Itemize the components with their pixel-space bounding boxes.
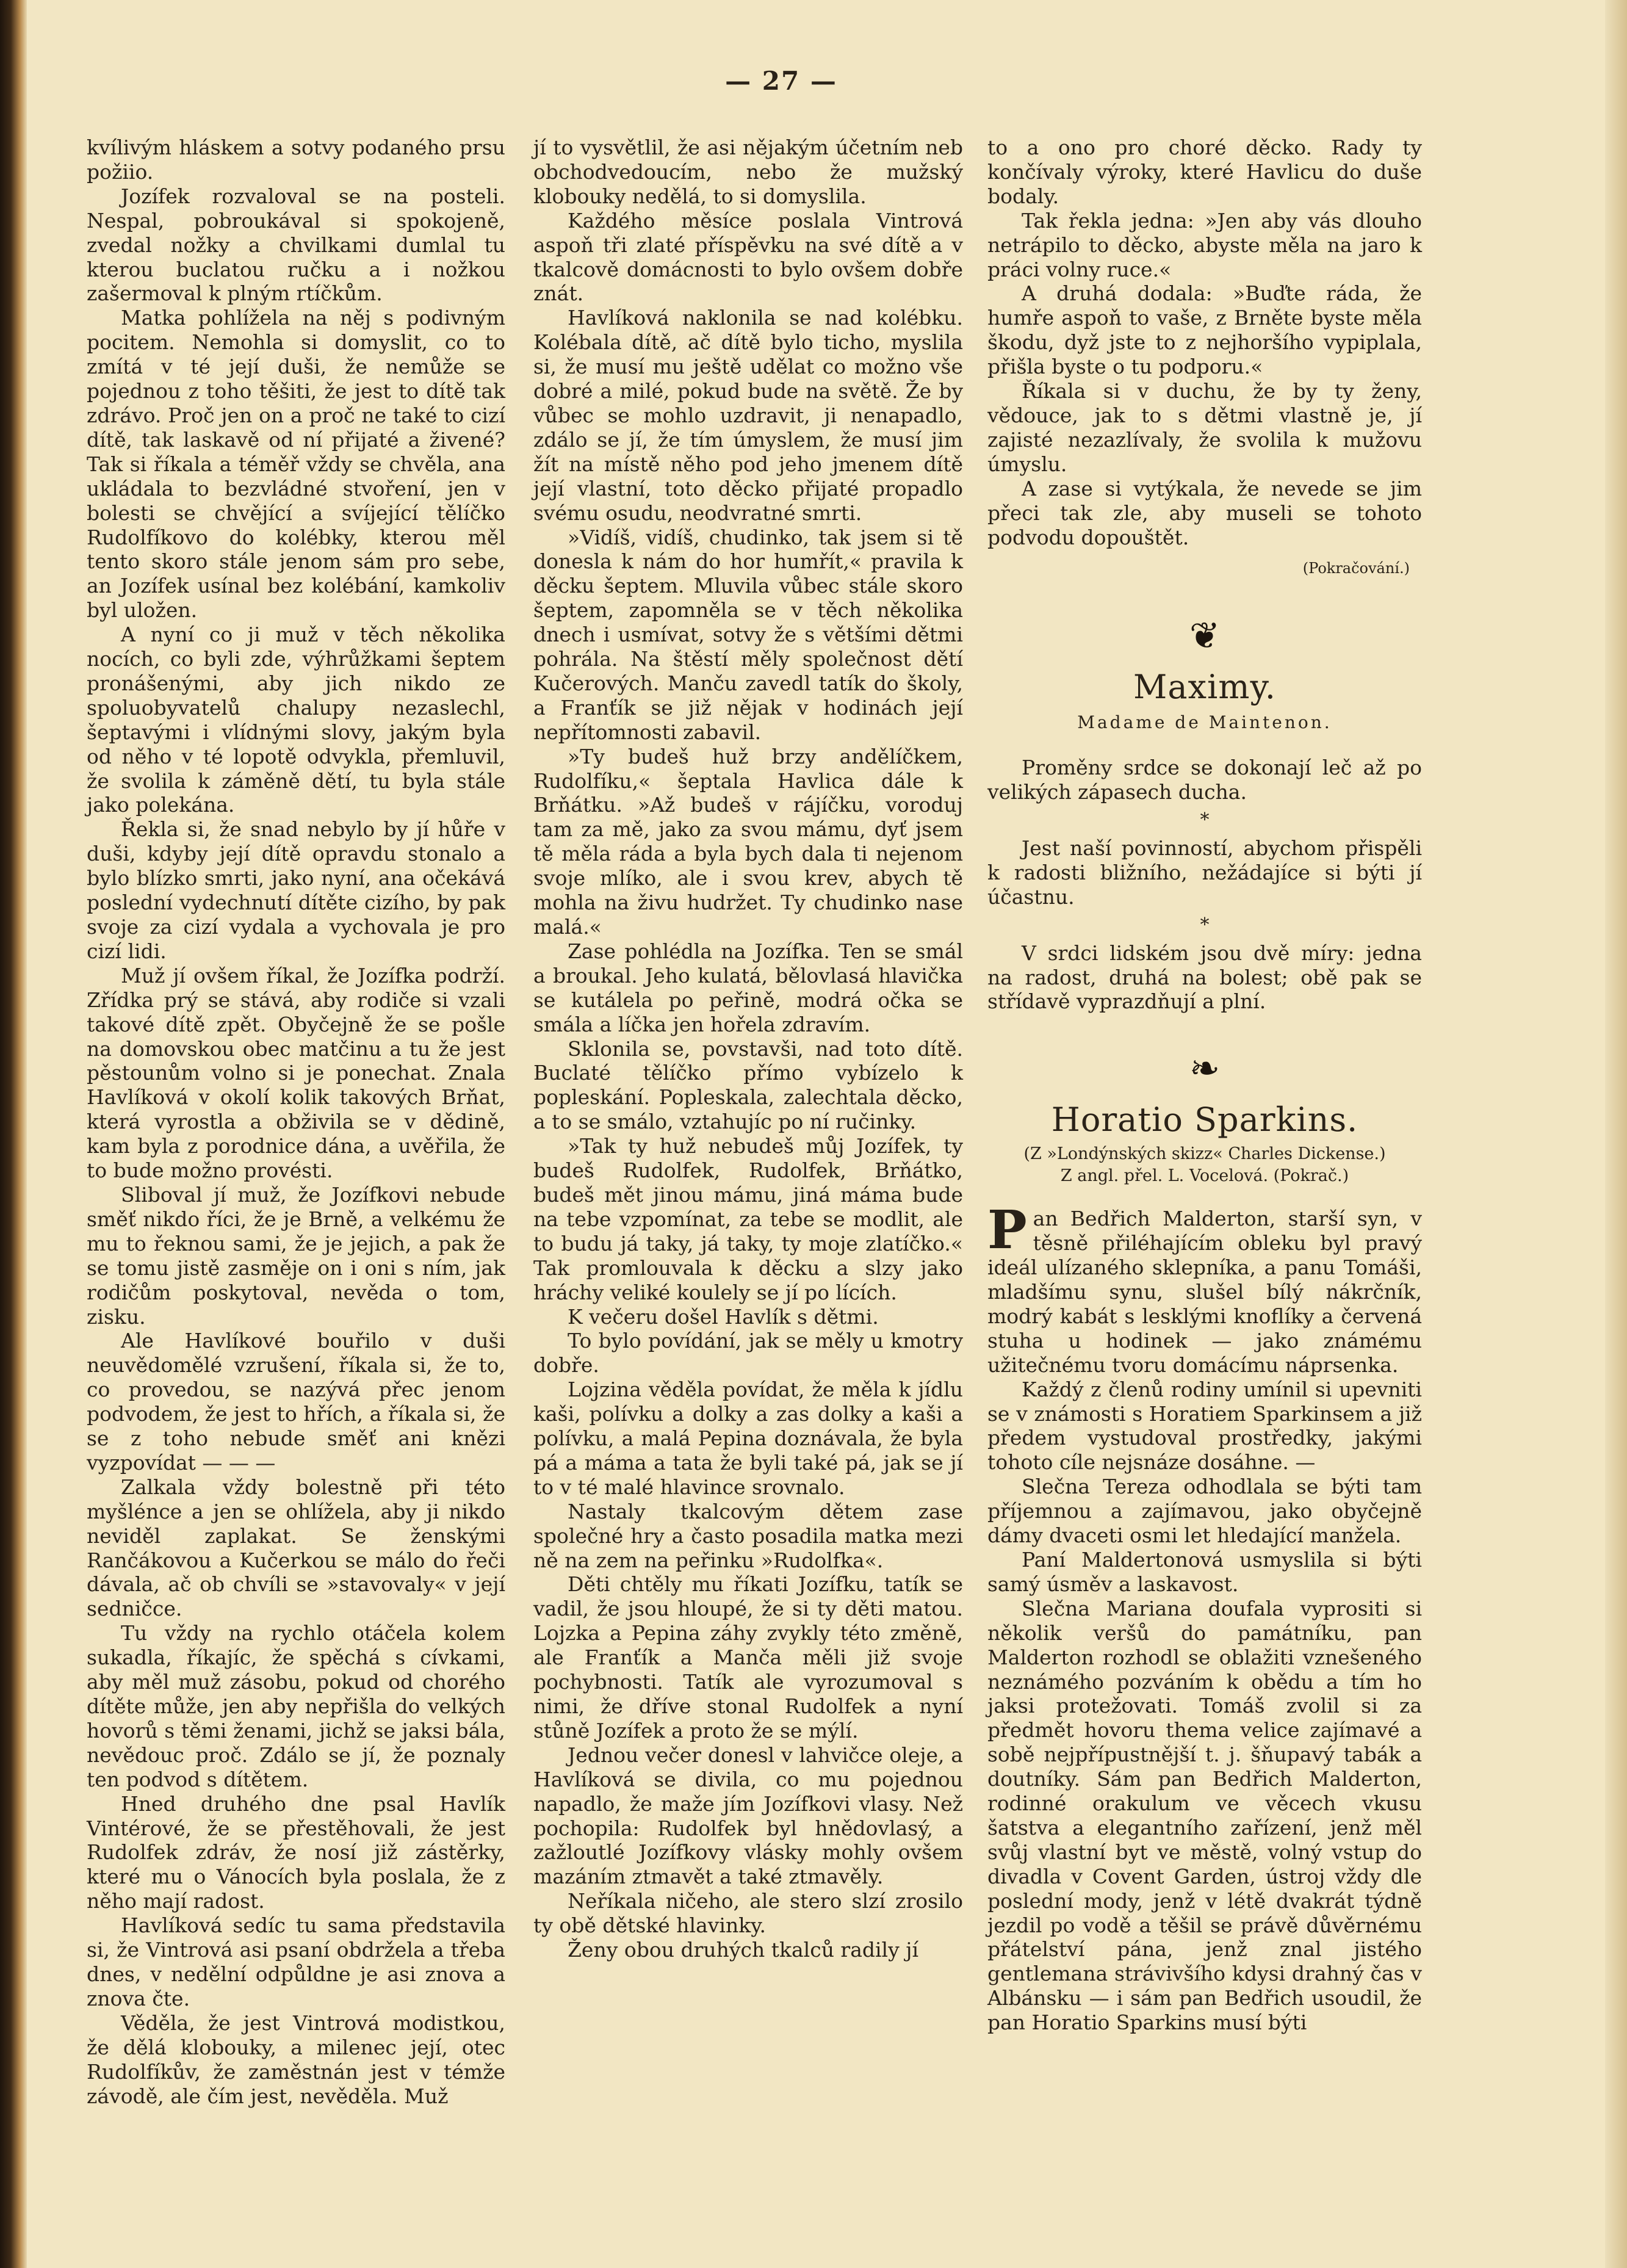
paragraph: Říkala si v duchu, že by ty ženy, vědouce, jak to s dětmi vlastně je, jí zajisté nezazlívaly, že svolila k mužovu úmyslu.: [987, 379, 1422, 476]
paragraph: Sliboval jí muž, že Jozífkovi nebude směť nikdo říci, že je Brně, a velkému že mu to řeknou sami, že je jejich, a pak že se tomu jistě zasměje on i oni s ním, jak rodičům poskytoval, nevěda o tom, zisku.: [87, 1182, 505, 1329]
column-middle: [533, 135, 963, 1962]
fleuron-ornament-icon: ❦: [1189, 615, 1221, 658]
paragraph: A nyní co ji muž v těch několika nocích, co byli zde, výhrůžkami šeptem pronášenými, aby jich nikdo ze spoluobyvatelů chalupy nezaslechl, šeptavými i vlídnými slovy, jakým byla od něho v té lopotě odvykla, přemluvil, že svolila k záměně dětí, tu byla stále jako polekána.: [87, 623, 505, 817]
paragraph: To bylo povídání, jak se měly u kmotry dobře.: [533, 1329, 963, 1378]
paragraph: Ženy obou druhých tkalců radily jí: [568, 1938, 919, 1962]
book-binding: [0, 0, 27, 2268]
paragraph: Zase pohlédla na Jozífka. Ten se smál a broukal. Jeho kulatá, bělovlasá hlavička se kutálela po peřině, modrá očka se smála a líčka jen hořela zdravím.: [533, 939, 963, 1036]
maxim: Jest naší povinností, abychom přispěli k radosti bližního, nežádajíce si býti jí účastnu.: [987, 836, 1422, 909]
paragraph: A zase si vytýkala, že nevede se jim přeci tak zle, aby museli se tohoto podvodu dopouštět.: [987, 476, 1422, 549]
maxims-author: Madame de Maintenon.: [1077, 712, 1332, 733]
paragraph: Věděla, že jest Vintrová modistkou, že dělá klobouky, a milenec její, otec Rudolfíkův, že zaměstnán jest v témže závodě, ale čím jest, nevěděla. Muž: [87, 2010, 505, 2108]
paragraph: Muž jí ovšem říkal, že Jozífka podrží. Zřídka prý se stává, aby rodiče si vzali takové dítě zpět. Obyčejně že se pošle na domovskou obec matčinu a tu že jest pěstounům volno si je ponechat. Znala Havlíková v okolí kolik takových Brňat, která vyrostla a obživila se v dědině, kam byla z porodnice dána, a uvěřila, že to bude možno provésti.: [87, 963, 505, 1183]
maxim: Proměny srdce se dokonají leč až po velikých zápasech ducha.: [987, 756, 1422, 804]
continuation-note: (Pokračování.): [1302, 560, 1410, 577]
paragraph: Havlíková sedíc tu sama představila si, že Vintrová asi psaní obdržela a třeba dnes, v nedělní odpůldne je asi znova a znova čte.: [87, 1913, 505, 2010]
paragraph: Děti chtěly mu říkati Jozífku, tatík se vadil, že jsou hloupé, že si ty děti matou. Lojzka a Pepina záhy zvykly této změně, ale Franťík a Manča měli již svoje pochybnosti. Tatík ale vyrozumoval s nimi, že dříve stonal Rudolfek a nyní stůně Jozífek a proto že se mýlí.: [533, 1572, 963, 1743]
paragraph: »Vidíš, vidíš, chudinko, tak jsem si tě donesla k nám do hor humřít,« pravila k děcku šeptem. Mluvila vůbec stále skoro šeptem, zapomněla se v těch několika dnech i usmívat, sotvy že s většími dětmi pohrála. Na štěstí měly společnost dětí Kučerových. Manču zavedl tatík do školy, a Franťík se již nějak v hodinách její nepřítomnosti zabavil.: [533, 525, 963, 744]
asterisk-separator: *: [1200, 914, 1210, 936]
page-number: — 27 —: [725, 66, 837, 96]
paragraph: Každého měsíce poslala Vintrová aspoň tři zlaté příspěvku na své dítě a v tkalcově domácnosti to bylo ovšem dobře znát.: [533, 208, 963, 306]
paragraph: Tak řekla jedna: »Jen aby vás dlouho netrápilo to děcko, abyste měla na jaro k práci volny ruce.«: [987, 208, 1422, 281]
paragraph: K večeru došel Havlík s dětmi.: [568, 1304, 879, 1329]
paragraph: Slečna Mariana doufala vyprositi si několik veršů do památníku, pan Malderton rozhodl se oblažiti vznešeného neznámého pozváním k obědu a tím ho jaksi protežovati. Tomáš zvolil si za předmět hovoru thema velice zajímavé a sobě nejpřípustnější t. j. šňupavý tabák a doutníky. Sám pan Bedřich Malderton, rodinné orakulum ve věcech vkusu šatstva a elegantního zařízení, jenž měl svůj vlastní byt ve městě, volný vstup do divadla v Covent Garden, ústroj vždy dle poslední mody, jenž v létě dvakrát týdně jezdil po vodě a těšil se právě důvěrnému přátelství pána, jenž znal jistého gentlemana strávivšího kdysi drahný čas v Albánsku — i sám pan Bedřich usoudil, že pan Horatio Sparkins musí býti: [987, 1596, 1422, 2035]
paragraph: »Tak ty huž nebudeš můj Jozífek, ty budeš Rudolfek, Rudolfek, Brňátko, budeš mět jinou mámu, jiná máma bude na tebe vzpomínat, za tebe se modlit, ale to budu já taky, já taky, ty moje zlatíčko.« Tak promlouvala k děcku a slzy jako hráchy veliké koulely se jí po lících.: [533, 1134, 963, 1304]
paragraph: Zalkala vždy bolestně při této myšlénce a jen se ohlížela, aby ji nikdo neviděl zaplakat. Se ženskými Rančákovou a Kučerkou se málo do řeči dávala, ač ob chvíli se »stavovaly« v její sedničce.: [87, 1475, 505, 1621]
paragraph: Tu vždy na rychlo otáčela kolem sukadla, říkajíc, že spěchá s cívkami, aby měl muž zásobu, pokud od chorého dítěte může, jen aby nepřišla do velkých hovorů s těmi ženami, jichž se jaksi bála, nevědouc proč. Zdálo se jí, že poznaly ten podvod s dítětem.: [87, 1621, 505, 1791]
paragraph: Neříkala ničeho, ale stero slzí zrosilo ty obě dětské hlavinky.: [533, 1889, 963, 1938]
maxims-title: Maximy.: [1133, 668, 1276, 707]
paragraph: Matka pohlížela na něj s podivným pocitem. Nemohla si domyslit, co to zmítá v té její duši, že nemůže se pojednou z toho těšiti, že jest to dítě tak zdrávo. Proč jen on a proč ne také to cizí dítě, tak laskavě od ní přijaté a živené? Tak si říkala a téměř vždy se chvěla, ana ukládala to bezvládné stvoření, jen v bolesti se chvějící a svíjející tělíčko Rudolfíkovo do kolébky, kterou měl tento skoro stále jenom sám pro sebe, an Jozífek usínal bez kolébání, kamkoliv byl uložen.: [87, 306, 505, 623]
paragraph: Ale Havlíkové bouřilo v duši neuvědomělé vzrušení, říkala si, že to, co provedou, se nazývá přec jenom podvodem, že jest to hřích, a říkala si, že se z toho nebude směť ani knězi vyzpovídat — — —: [87, 1329, 505, 1475]
paragraph: Hned druhého dne psal Havlík Vintérové, že se přestěhovali, že jest Rudolfek zdráv, že nosí již zástěrky, které mu o Vánocích byla poslala, že z něho mají radost.: [87, 1791, 505, 1913]
story-source: [987, 1143, 1422, 1187]
story-title: Horatio Sparkins.: [1051, 1100, 1358, 1139]
maxim: V srdci lidském jsou dvě míry: jedna na radost, druhá na bolest; obě pak se střídavě vyprazdňují a plní.: [987, 941, 1422, 1014]
paragraph: Každý z členů rodiny umínil si upevniti se v známosti s Horatiem Sparkinsem a již předem vystudoval prostředky, jakými tohoto cíle nejsnáze dosáhne. —: [987, 1377, 1422, 1475]
story-translator-line: Z angl. přel. L. Vocelová. (Pokrač.): [1060, 1166, 1349, 1186]
column-left: [87, 135, 505, 2108]
drop-cap: P: [987, 1199, 1027, 1262]
paragraph: kvílivým hláskem a sotvy podaného prsu požiio.: [87, 135, 505, 184]
paragraph: Paní Maldertonová usmyslila si býti samý úsměv a laskavost.: [987, 1547, 1422, 1596]
paragraph-text: an Bedřich Malderton, starší syn, v těsně přiléhajícím obleku byl pravý ideál ulízaného sklepníka, a panu Tomáši, mladšímu synu, slušel bílý nákrčník, modrý kabát s lesklými knoflíky a červená stuha u hodinek — jako známému užitečnému tvoru domácímu náprsenka.: [987, 1207, 1422, 1377]
paragraph: A druhá dodala: »Buďte ráda, že humře aspoň to vaše, z Brněte byste měla škodu, dyž jste to z nejhoršího vypiplala, přišla byste o tu podporu.«: [987, 281, 1422, 379]
paragraph: Havlíková naklonila se nad kolébku. Kolébala dítě, ač dítě bylo ticho, myslila si, že musí mu ještě udělat co možno vše dobré a milé, pokud bude na světě. Že by vůbec se mohlo uzdravit, ji nenapadlo, zdálo se jí, že tím úmyslem, že musí jim žít na místě něho pod jeho jmenem dítě její vlastní, toto děcko přijaté propadlo svému osudu, neodvratné smrti.: [533, 306, 963, 525]
paragraph: Jozífek rozvaloval se na posteli. Nespal, pobroukával si spokojeně, zvedal nožky a chvilkami dumlal tu kterou buclatou ručku a i nožkou zašermoval k plným rtíčkům.: [87, 184, 505, 306]
page-edge: [1605, 0, 1627, 2268]
story-first-paragraph: [987, 1199, 1422, 1377]
paragraph: to a ono pro choré děcko. Rady ty končívaly výroky, které Havlicu do duše bodaly.: [987, 135, 1422, 208]
paragraph: jí to vysvětlil, že asi nějakým účetním neb obchodvedoucím, nebo že mužský klobouky nedělá, to si domyslila.: [533, 135, 963, 208]
paragraph: Slečna Tereza odhodlala se býti tam příjemnou a zajímavou, jako obyčejně dámy dvaceti osmi let hledající manžela.: [987, 1475, 1422, 1548]
asterisk-separator: *: [1200, 809, 1210, 831]
column-right: [987, 135, 1422, 2035]
paragraph: Sklonila se, povstavši, nad toto dítě. Buclaté tělíčko přímo vybízelo k popleskání. Popleskala, zalechtala děcko, a to se smálo, vztahujíc po ní ručinky.: [533, 1036, 963, 1134]
paragraph: Nastaly tkalcovým dětem zase společné hry a často posadila matka mezi ně na zem na peřinku »Rudolfka«.: [533, 1499, 963, 1572]
story-source-line: (Z »Londýnských skizz« Charles Dickense.): [1023, 1144, 1386, 1164]
paragraph: »Ty budeš huž brzy andělíčkem, Rudolfíku,« šeptala Havlica dále k Brňátku. »Až budeš v rájíčku, voroduj tam za mě, jako za svou mámu, dyť jsem tě měla ráda a byla bych dala ti nejenom svoje mlíko, ale i svou krev, abych tě mohla na živu hudržet. Ty chudinko nase malá.«: [533, 744, 963, 939]
paragraph: Řekla si, že snad nebylo by jí hůře v duši, kdyby její dítě opravdu stonalo a bylo blízko smrti, jako nyní, ana očekává poslední vydechnutí dítěte cizího, by pak svoje za cizí vydala a vychovala je pro cizí lidi.: [87, 817, 505, 963]
paragraph: Jednou večer donesl v lahvičce oleje, a Havlíková se divila, co mu pojednou napadlo, že maže jím Jozífkovi vlasy. Než pochopila: Rudolfek byl hnědovlasý, a zažloutlé Jozífkovy vlásky mohly ovšem mazáním ztmavět a také ztmavěly.: [533, 1743, 963, 1889]
leaf-ornament-icon: ❧: [1189, 1047, 1221, 1091]
paragraph: Lojzina věděla povídat, že měla k jídlu kaši, polívku a dolky a zas dolky a kaši a polívku, a malá Pepina doznávala, že byla pá a máma a tata že byli také pá, jak se jí to v té malé hlavince srovnalo.: [533, 1378, 963, 1499]
